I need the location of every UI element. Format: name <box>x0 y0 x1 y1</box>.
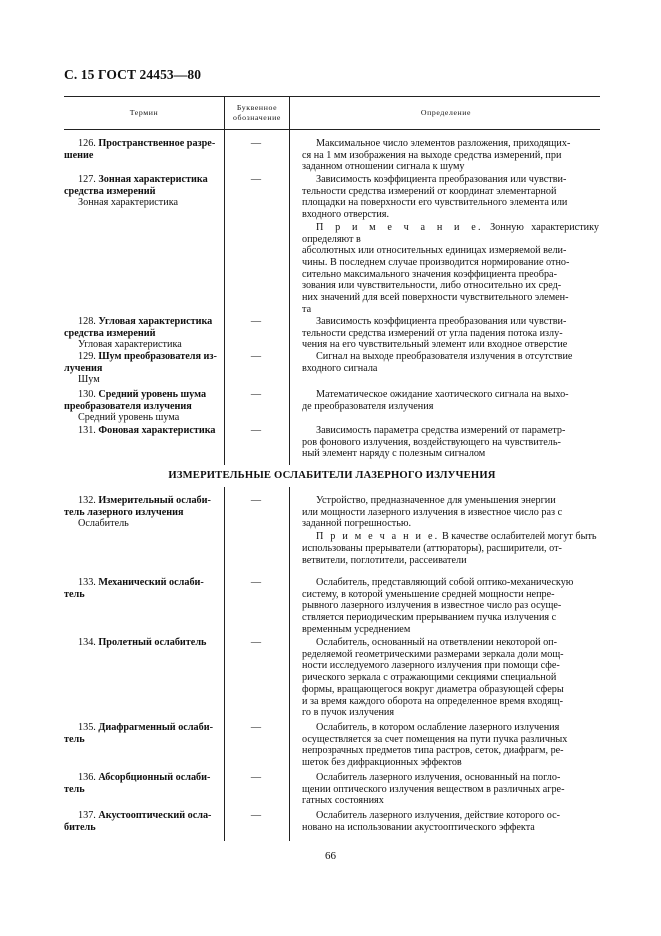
term-title: Зонная характеристика <box>98 174 208 185</box>
designation-128: — <box>250 316 262 327</box>
designation-129: — <box>250 351 262 362</box>
term-short: Угловая характеристика <box>78 339 182 351</box>
term-number: 129. <box>78 351 96 362</box>
term-130 <box>64 389 221 424</box>
term-number: 133. <box>78 577 96 588</box>
table-top-border <box>64 96 600 97</box>
definition-127: Зависимость коэффициента преобразования или чувстви- тельности средства измерений от координат элементарной площадки на поверхности его чувствительного элемента или входного отверстия. П р и м е ч а н и е. Зонную характеристику определяют в абсолютных или относительных единицах измеряемой вели- чины. В последнем случае производится нормирование отно- сительно максимального значения коэффициента преобра- зования или чувствительности, либо относительно их сред- них значений для всей поверхности чувствительного элемен- та <box>302 174 599 315</box>
term-title-cont: средства измерений <box>64 327 156 339</box>
term-title: Механический ослаби- <box>98 577 204 588</box>
term-title-cont: лучения <box>64 362 103 374</box>
definition-130: Математическое ожидание хаотического сигнала на выхо- де преобразователя излучения <box>302 389 569 412</box>
term-title-cont: преобразователя излучения <box>64 400 192 412</box>
section-title: ИЗМЕРИТЕЛЬНЫЕ ОСЛАБИТЕЛИ ЛАЗЕРНОГО ИЗЛУЧЕНИЯ <box>64 465 600 487</box>
definition-132: Устройство, предназначенное для уменьшения энергии или мощности лазерного излучения в известное число раз с заданной погрешностью. П р и м е ч а н и е. В качестве ослабителей могут быть использованы прерыватели (аттюраторы), расширители, от- ветвители, поглотители, рассеиватели <box>302 495 597 566</box>
designation-127: — <box>250 174 262 185</box>
term-number: 135. <box>78 722 96 733</box>
term-137 <box>64 810 221 833</box>
designation-136: — <box>250 772 262 783</box>
term-131 <box>64 425 221 437</box>
designation-134: — <box>250 637 262 648</box>
note-label: П р и м е ч а н и е. <box>316 531 440 543</box>
term-number: 136. <box>78 772 96 783</box>
term-number: 134. <box>78 637 96 648</box>
term-title-cont: тель <box>64 783 85 795</box>
designation-126: — <box>250 138 262 149</box>
term-132 <box>64 495 221 530</box>
term-title: Абсорбционный ослаби- <box>98 772 211 783</box>
term-short: Средний уровень шума <box>78 412 180 424</box>
term-title: Средний уровень шума <box>98 389 207 400</box>
designation-131: — <box>250 425 262 436</box>
term-title-cont: битель <box>64 821 96 833</box>
definition-137: Ослабитель лазерного излучения, действие которого ос- новано на использовании акустооптического эффекта <box>302 810 560 833</box>
term-128 <box>64 316 221 351</box>
term-short: Зонная характеристика <box>78 197 179 209</box>
term-title: Шум преобразователя из- <box>98 351 217 362</box>
term-129 <box>64 351 221 386</box>
designation-130: — <box>250 389 262 400</box>
term-title: Фоновая характеристика <box>98 425 216 436</box>
designation-137: — <box>250 810 262 821</box>
term-number: 127. <box>78 174 96 185</box>
term-127 <box>64 174 221 209</box>
definition-136: Ослабитель лазерного излучения, основанный на погло- щении оптического излучения веществом в различных агре- гатных состояниях <box>302 772 565 807</box>
term-title: Пространственное разре- <box>98 138 216 149</box>
term-title: Акустооптический осла- <box>98 810 212 821</box>
term-title: Измерительный ослаби- <box>98 495 211 506</box>
definition-135: Ослабитель, в котором ослабление лазерного излучения осуществляется за счет помещения на пути пучка различных непрозрачных предметов типа растров, сеток, диафрагм, ре- шеток без дифракционных эффектов <box>302 722 568 769</box>
column-header-definition: Определение <box>420 108 472 117</box>
term-title-cont: средства измерений <box>64 185 156 197</box>
definition-134: Ослабитель, основанный на ответвлении некоторой оп- ределяемой геометрическими размерами зеркала доли мощ- ности исследуемого лазерного излучения при помощи сфе- рического зеркала с отражающими секциями специальной формы, вращающегося вокруг диаметра образующей сферы и за время каждого оборота на определенное время входящ- го в пучок излучения <box>302 637 564 719</box>
page-header: С. 15 ГОСТ 24453—80 <box>64 67 202 82</box>
definition-131: Зависимость параметра средства измерений от параметр- ров фонового излучения, воздействующего на чувствитель- ный элемент наряду с полезным сигналом <box>302 425 566 460</box>
term-number: 130. <box>78 389 96 400</box>
page-number: 66 <box>325 850 336 862</box>
term-number: 131. <box>78 425 96 436</box>
table-header-border <box>64 129 600 130</box>
term-short: Шум <box>78 374 100 386</box>
definition-126: Максимальное число элементов разложения, приходящих- ся на 1 мм изображения на выходе средства измерений, при заданном отношении сигнала к шуму <box>302 138 571 173</box>
designation-135: — <box>250 722 262 733</box>
term-number: 126. <box>78 138 96 149</box>
term-title-cont: тель <box>64 733 85 745</box>
definition-128: Зависимость коэффициента преобразования или чувстви- тельности средства измерений от угла падения потока излу- чения на его чувствительный элемент или входное отверстие <box>302 316 568 351</box>
term-title-cont: шение <box>64 149 94 161</box>
note-label: П р и м е ч а н и е. <box>316 221 483 233</box>
definition-133: Ослабитель, представляющий собой оптико-механическую систему, в которой уменьшение средней мощности непре- рывного лазерного излучения в известное число раз осуще- ствляется периодическим прерыванием пучка излучения с временным усреднением <box>302 577 574 635</box>
term-135 <box>64 722 221 745</box>
designation-133: — <box>250 577 262 588</box>
term-134 <box>64 637 221 649</box>
column-header-term: Термин <box>129 108 159 117</box>
term-title: Пролетный ослабитель <box>98 637 207 648</box>
term-title-cont: тель <box>64 588 85 600</box>
term-title: Диафрагменный ослаби- <box>98 722 213 733</box>
term-short: Ослабитель <box>78 518 129 530</box>
term-title-cont: тель лазерного излучения <box>64 506 184 518</box>
designation-132: — <box>250 495 262 506</box>
definition-129: Сигнал на выходе преобразователя излучения в отсутствие входного сигнала <box>302 351 573 374</box>
term-133 <box>64 577 221 600</box>
term-136 <box>64 772 221 795</box>
term-126 <box>64 138 221 161</box>
term-number: 132. <box>78 495 96 506</box>
term-number: 128. <box>78 316 96 327</box>
term-number: 137. <box>78 810 96 821</box>
column-header-designation: Буквенное обозначение <box>233 103 281 122</box>
term-title: Угловая характеристика <box>98 316 213 327</box>
